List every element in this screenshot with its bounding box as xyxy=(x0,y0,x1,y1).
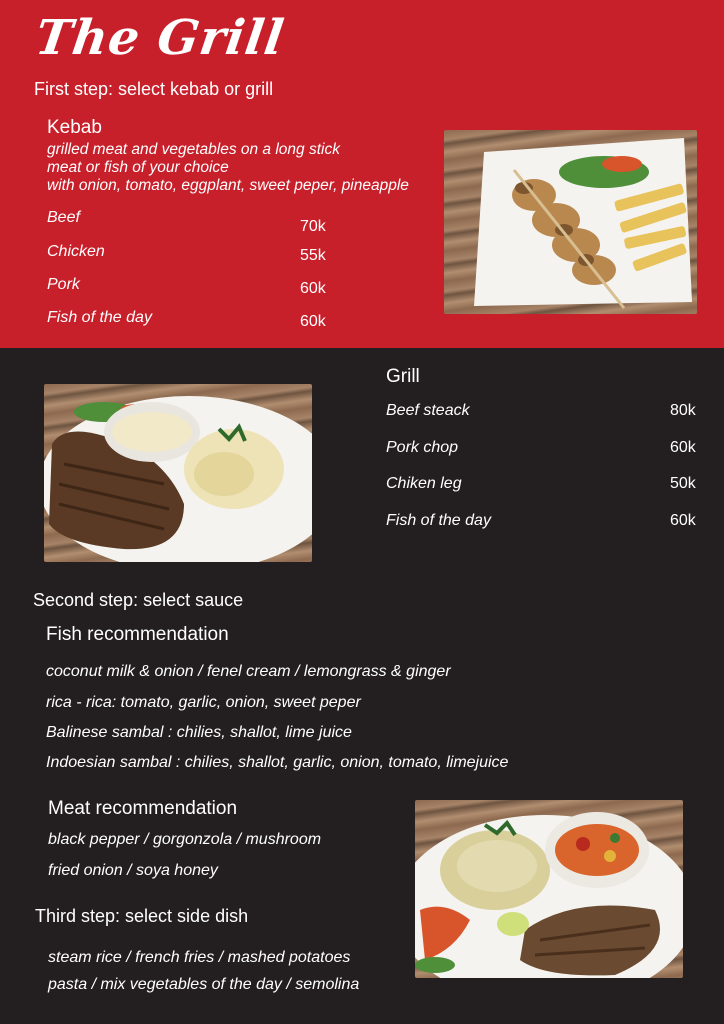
kebab-description-1: grilled meat and vegetables on a long stick xyxy=(47,141,340,158)
side-dish-line: steam rice / french fries / mashed potatoes xyxy=(48,949,351,966)
page-title: The Grill xyxy=(32,10,288,66)
fish-sauce-line: Balinese sambal : chilies, shallot, lime juice xyxy=(46,724,352,741)
kebab-item-price: 60k xyxy=(300,280,326,297)
grill-item-price: 50k xyxy=(670,475,696,492)
kebab-item-name: Beef xyxy=(47,209,80,226)
kebab-item-name: Pork xyxy=(47,276,80,293)
meat-sauce-line: fried onion / soya honey xyxy=(48,862,218,879)
side-dish-line: pasta / mix vegetables of the day / semolina xyxy=(48,976,360,993)
steak-photo xyxy=(44,384,312,562)
step2-heading: Second step: select sauce xyxy=(33,590,244,610)
kebab-plate-illustration xyxy=(444,130,697,314)
grill-heading: Grill xyxy=(386,366,420,387)
kebab-item-price: 60k xyxy=(300,313,326,330)
kebab-description-2: meat or fish of your choice xyxy=(47,159,229,176)
grill-item-name: Fish of the day xyxy=(386,512,491,529)
grill-item-name: Beef steack xyxy=(386,402,470,419)
grill-item-name: Chiken leg xyxy=(386,475,462,492)
rice-and-meat-photo xyxy=(415,800,683,978)
kebab-heading: Kebab xyxy=(47,117,102,138)
step3-heading: Third step: select side dish xyxy=(35,906,249,926)
grill-item-name: Pork chop xyxy=(386,439,459,456)
grill-item-price: 60k xyxy=(670,512,696,529)
kebab-item-price: 55k xyxy=(300,247,326,264)
meat-sauce-line: black pepper / gorgonzola / mushroom xyxy=(48,831,322,848)
kebab-item-price: 70k xyxy=(300,218,326,235)
rice-plate-illustration xyxy=(415,800,683,978)
fish-sauce-line: Indoesian sambal : chilies, shallot, garlic, onion, tomato, limejuice xyxy=(46,754,509,771)
grill-item-price: 80k xyxy=(670,402,696,419)
fish-recommendation-heading: Fish recommendation xyxy=(46,624,229,645)
steak-plate-illustration xyxy=(44,384,312,562)
fish-sauce-line: rica - rica: tomato, garlic, onion, sweet peper xyxy=(46,694,361,711)
kebab-item-name: Fish of the day xyxy=(47,309,152,326)
fish-sauce-line: coconut milk & onion / fenel cream / lemongrass & ginger xyxy=(46,663,451,680)
kebab-description-3: with onion, tomato, eggplant, sweet peper, pineapple xyxy=(47,177,409,194)
kebab-photo xyxy=(444,130,697,314)
grill-item-price: 60k xyxy=(670,439,696,456)
step1-heading: First step: select kebab or grill xyxy=(34,79,274,99)
meat-recommendation-heading: Meat recommendation xyxy=(48,798,238,819)
kebab-item-name: Chicken xyxy=(47,243,105,260)
